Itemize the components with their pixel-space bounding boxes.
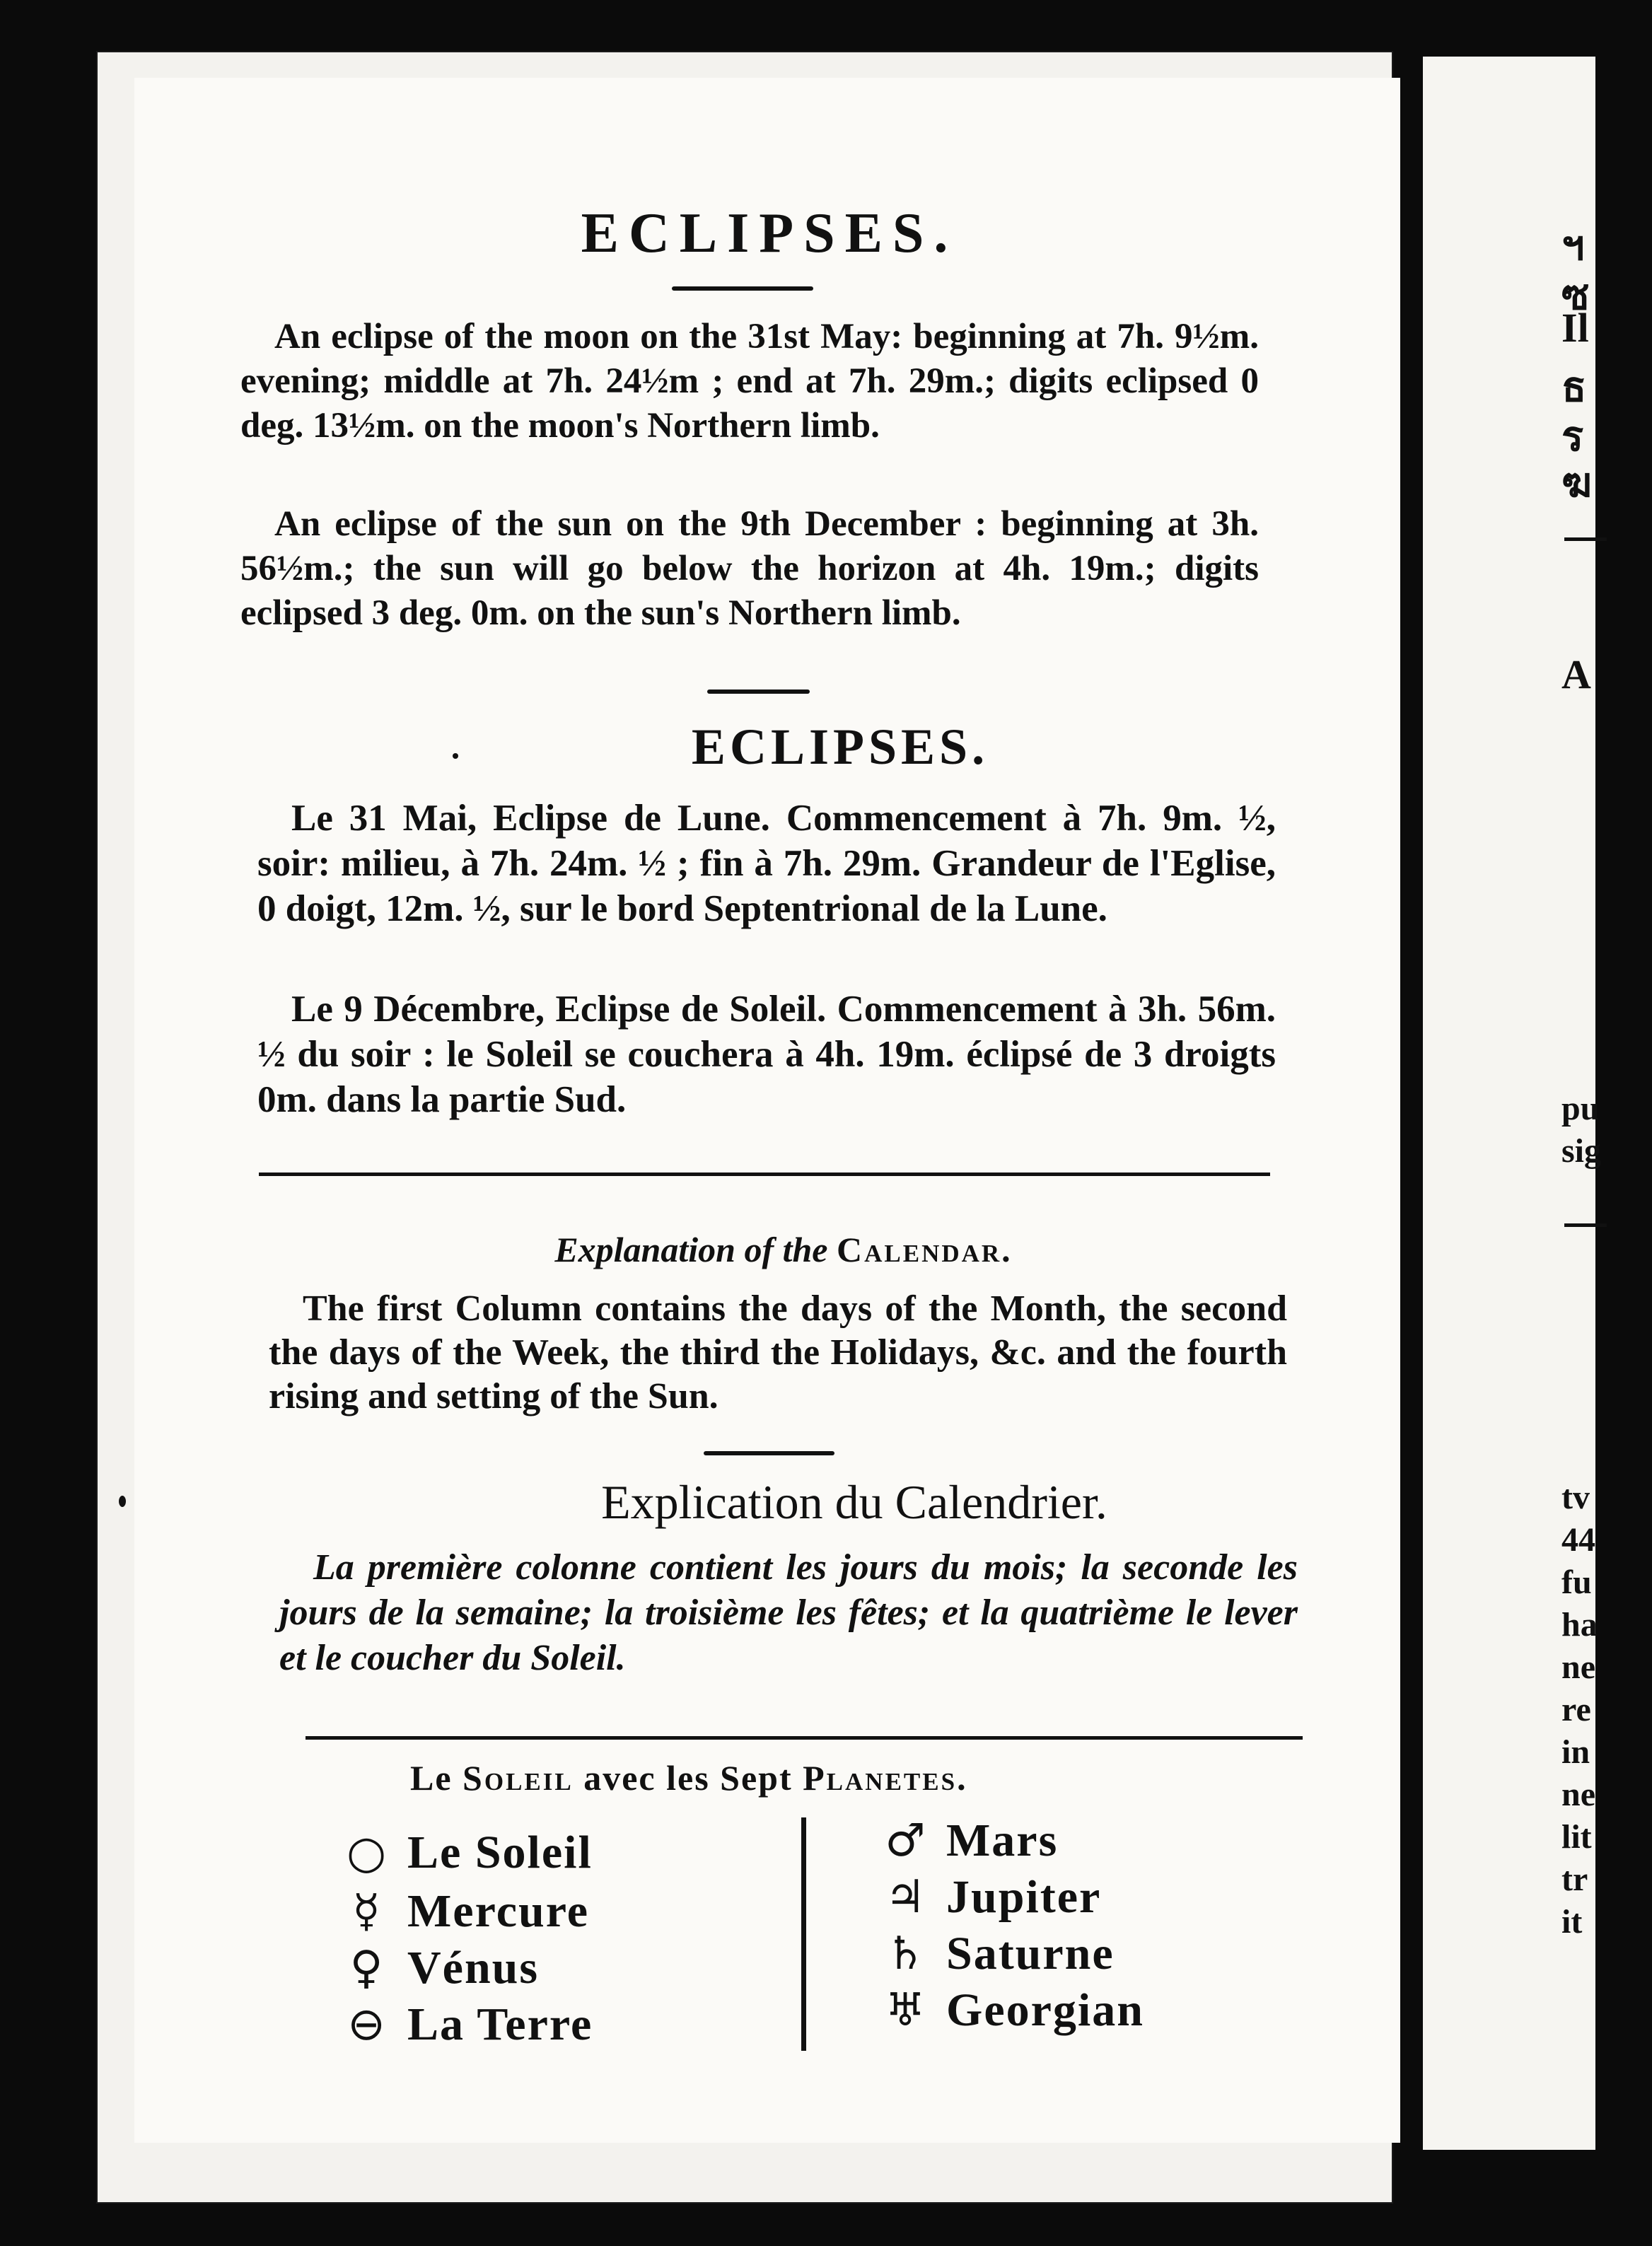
planet-name: Vénus: [407, 1942, 540, 1994]
planet-name: Mercure: [407, 1885, 590, 1937]
planets-title-prefix: Le: [410, 1758, 453, 1798]
planet-name: Georgian: [946, 1984, 1144, 2036]
planet-row-venus: [338, 1941, 539, 1995]
planets-column-divider: [801, 1817, 806, 2051]
georgian-icon: ♅: [885, 1984, 926, 2037]
adjacent-fragment: sig: [1561, 1132, 1602, 1170]
eclipse-moon-en: An eclipse of the moon on the 31st May: beginning at 7h. 9½m. evening; middle at 7h. 24½m ; end at 7h. 29m.; digits eclipsed 0 deg. 13½m. on the moon's Northern limb.: [240, 317, 1259, 446]
planets-title: [410, 1757, 968, 1798]
adjacent-rule: [1564, 1223, 1607, 1227]
planet-row-georgian: [877, 1984, 1144, 2037]
adjacent-fragment: A: [1561, 651, 1591, 697]
adjacent-fragment: ha: [1561, 1606, 1598, 1643]
explanation-heading-caps: Calendar.: [837, 1230, 1013, 1269]
adjacent-fragment: it: [1561, 1903, 1583, 1940]
adjacent-fragment: ฯ: [1561, 223, 1585, 269]
adjacent-fragment: Il: [1561, 305, 1589, 351]
eclipses-heading-en: ECLIPSES.: [581, 202, 958, 264]
planet-row-earth: [338, 1998, 593, 2052]
planet-row-jupiter: [877, 1870, 1101, 1924]
planets-title-middle: avec les Sept: [583, 1758, 793, 1798]
venus-icon: ♀: [349, 1942, 383, 1994]
planets-title-soleil: Soleil: [463, 1758, 574, 1798]
adjacent-fragment: lit: [1561, 1818, 1592, 1856]
divider: [704, 1451, 834, 1455]
adjacent-fragment: in: [1561, 1733, 1590, 1771]
planet-row-mars: [877, 1814, 1058, 1868]
adjacent-fragment: ne: [1561, 1648, 1595, 1686]
adjacent-fragment: tr: [1561, 1861, 1588, 1898]
adjacent-fragment: pu: [1561, 1090, 1600, 1127]
eclipse-sun-en: An eclipse of the sun on the 9th December : beginning at 3h. 56½m.; the sun will go below the horizon at 4h. 19m.; digits eclipsed 3 deg. 0m. on the sun's Northern limb.: [240, 504, 1259, 633]
mars-icon: ♂: [885, 1815, 926, 1867]
explanation-text-en: The first Column contains the days of the Month, the second the days of the Week, the third the Holidays, &c. and the fourth rising and setting of the Sun.: [269, 1288, 1287, 1416]
explanation-heading-en: [0, 1229, 1581, 1270]
eclipse-moon-fr: Le 31 Mai, Eclipse de Lune. Commencement à 7h. 9m. ½, soir: milieu, à 7h. 24m. ½ ; fin à 7h. 29m. Grandeur de l'Eglise, 0 doigt, 12m. ½, sur le bord Septentrional de la Lune.: [257, 798, 1276, 929]
ink-speck: [119, 1496, 126, 1507]
section-rule: [306, 1736, 1303, 1740]
explanation-text-fr: La première colonne contient les jours du mois; la seconde les jours de la semaine; la troisième les fêtes; et la quatrième le lever et le coucher du Soleil.: [279, 1547, 1298, 1678]
sun-icon: ○: [347, 1827, 386, 1879]
eclipses-heading-fr: ECLIPSES.: [691, 718, 989, 775]
mercury-icon: ☿: [352, 1885, 380, 1938]
adjacent-fragment: ne: [1561, 1776, 1595, 1813]
planet-row-saturn: [877, 1927, 1115, 1981]
divider: [707, 689, 810, 694]
planet-name: La Terre: [407, 1998, 593, 2050]
adjacent-page: [1423, 57, 1602, 2150]
adjacent-rule: [1564, 537, 1607, 541]
planet-name: Saturne: [946, 1928, 1115, 1979]
adjacent-fragment: tv: [1561, 1479, 1590, 1516]
adjacent-fragment: ธ: [1561, 364, 1587, 410]
saturn-icon: ♄: [885, 1928, 926, 1980]
divider: [672, 286, 813, 291]
adjacent-fragment: ร: [1561, 414, 1584, 460]
section-rule: [259, 1173, 1270, 1176]
adjacent-fragment: 44: [1561, 1521, 1595, 1559]
planet-name: Le Soleil: [407, 1827, 593, 1878]
adjacent-fragment: re: [1561, 1691, 1591, 1728]
ink-speck: [453, 753, 458, 759]
eclipse-sun-fr: Le 9 Décembre, Eclipse de Soleil. Commencement à 3h. 56m. ½ du soir : le Soleil se couchera à 4h. 19m. éclipsé de 3 droigts 0m. dans la partie Sud.: [257, 989, 1276, 1120]
planet-name: Mars: [946, 1815, 1059, 1866]
planets-title-planetes: Planetes.: [803, 1758, 968, 1798]
jupiter-icon: ♃: [885, 1871, 926, 1924]
adjacent-fragment: ซ: [1561, 272, 1590, 318]
adjacent-fragment: fu: [1561, 1564, 1592, 1601]
planet-name: Jupiter: [946, 1871, 1102, 1923]
explanation-heading-fr: Explication du Calendrier.: [601, 1475, 1107, 1529]
explanation-heading-italic: Explanation of the: [554, 1230, 828, 1269]
planet-row-sun: [338, 1826, 593, 1880]
earth-icon: ⊖: [347, 1998, 385, 2051]
planet-row-mercury: [338, 1885, 589, 1938]
adjacent-fragment: ฆ: [1561, 460, 1593, 506]
